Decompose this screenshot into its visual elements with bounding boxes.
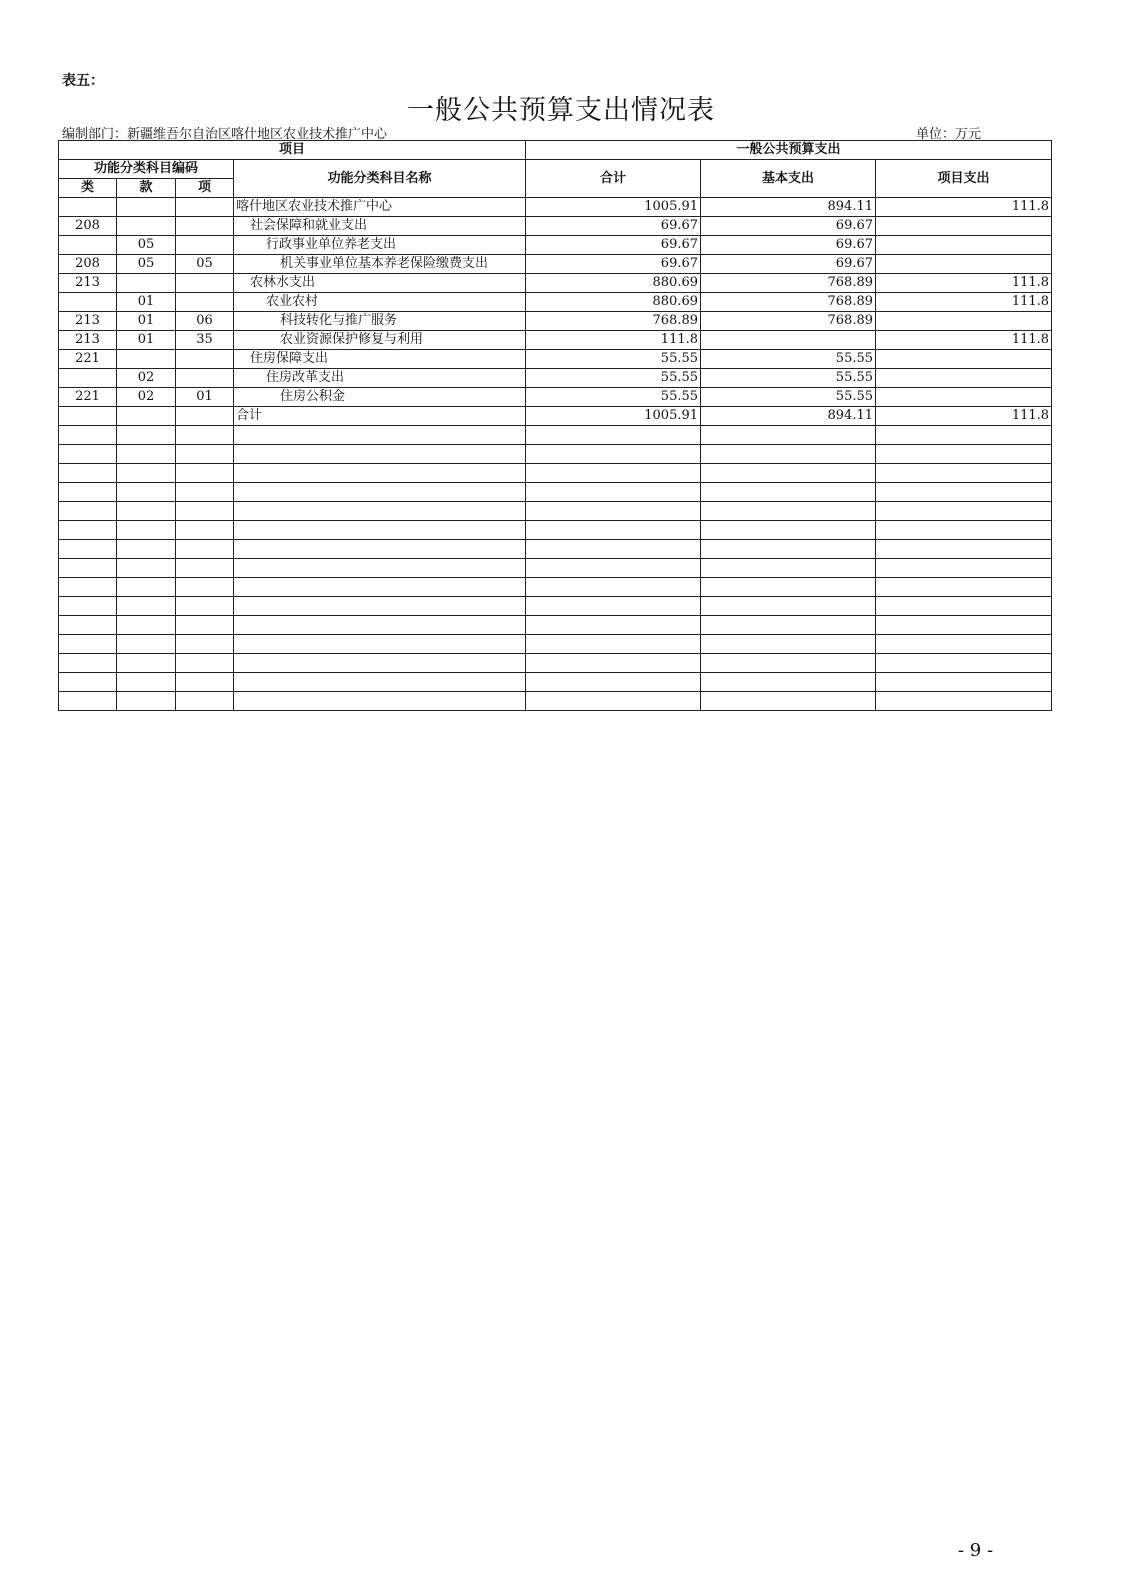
cell-project [876, 236, 1052, 255]
empty-cell [59, 597, 117, 616]
empty-cell [234, 559, 526, 578]
empty-cell [59, 635, 117, 654]
empty-cell [701, 521, 876, 540]
empty-cell [176, 673, 234, 692]
cell-total: 69.67 [526, 236, 701, 255]
header-xiang: 项 [176, 179, 234, 198]
empty-cell [701, 673, 876, 692]
cell-total: 55.55 [526, 369, 701, 388]
cell-project: 111.8 [876, 293, 1052, 312]
cell-name: 科技转化与推广服务 [234, 312, 526, 331]
table-label: 表五： [62, 73, 104, 89]
empty-cell [701, 635, 876, 654]
empty-cell [234, 635, 526, 654]
cell-xiang: 01 [176, 388, 234, 407]
cell-basic: 69.67 [701, 255, 876, 274]
empty-cell [526, 540, 701, 559]
empty-cell [876, 597, 1052, 616]
cell-lei [59, 198, 117, 217]
empty-cell [59, 464, 117, 483]
cell-basic: 768.89 [701, 312, 876, 331]
empty-cell [701, 445, 876, 464]
empty-cell [117, 578, 176, 597]
empty-cell [876, 673, 1052, 692]
cell-project [876, 217, 1052, 236]
cell-kuan [117, 350, 176, 369]
empty-cell [234, 673, 526, 692]
empty-cell [59, 445, 117, 464]
empty-cell [701, 502, 876, 521]
cell-basic: 55.55 [701, 388, 876, 407]
empty-cell [59, 654, 117, 673]
empty-cell [59, 502, 117, 521]
cell-lei [59, 293, 117, 312]
cell-project: 111.8 [876, 198, 1052, 217]
empty-cell [526, 597, 701, 616]
empty-cell [59, 578, 117, 597]
empty-cell [59, 483, 117, 502]
empty-cell [176, 692, 234, 711]
cell-basic [701, 331, 876, 350]
cell-name: 农林水支出 [234, 274, 526, 293]
cell-lei [59, 236, 117, 255]
empty-cell [526, 502, 701, 521]
cell-basic: 768.89 [701, 274, 876, 293]
empty-cell [117, 502, 176, 521]
empty-cell [176, 521, 234, 540]
empty-row [59, 540, 1052, 559]
empty-cell [876, 692, 1052, 711]
page-number: - 9 - [958, 1540, 994, 1561]
cell-project: 111.8 [876, 331, 1052, 350]
empty-cell [526, 673, 701, 692]
empty-cell [59, 673, 117, 692]
empty-cell [234, 654, 526, 673]
cell-basic: 894.11 [701, 198, 876, 217]
empty-row [59, 616, 1052, 635]
cell-kuan [117, 198, 176, 217]
empty-cell [117, 673, 176, 692]
empty-cell [526, 426, 701, 445]
cell-xiang [176, 407, 234, 426]
cell-lei: 213 [59, 331, 117, 350]
empty-cell [701, 559, 876, 578]
cell-basic: 55.55 [701, 369, 876, 388]
cell-name: 农业资源保护修复与利用 [234, 331, 526, 350]
cell-xiang [176, 350, 234, 369]
empty-cell [526, 578, 701, 597]
cell-xiang: 06 [176, 312, 234, 331]
empty-cell [701, 540, 876, 559]
empty-cell [526, 464, 701, 483]
empty-cell [701, 578, 876, 597]
empty-cell [234, 521, 526, 540]
cell-total: 111.8 [526, 331, 701, 350]
cell-lei: 208 [59, 255, 117, 274]
cell-name: 农业农村 [234, 293, 526, 312]
empty-cell [176, 578, 234, 597]
table-row [59, 293, 1052, 312]
empty-cell [876, 578, 1052, 597]
empty-row [59, 597, 1052, 616]
empty-cell [117, 597, 176, 616]
cell-total: 55.55 [526, 350, 701, 369]
cell-kuan: 01 [117, 293, 176, 312]
cell-name: 合计 [234, 407, 526, 426]
table-row [59, 217, 1052, 236]
cell-xiang [176, 198, 234, 217]
unit-label: 单位：万元 [916, 127, 982, 142]
empty-cell [876, 521, 1052, 540]
empty-row [59, 464, 1052, 483]
cell-lei: 221 [59, 388, 117, 407]
header-project: 项目 [59, 141, 526, 160]
empty-cell [59, 616, 117, 635]
empty-cell [117, 692, 176, 711]
empty-cell [526, 654, 701, 673]
empty-cell [176, 540, 234, 559]
cell-xiang [176, 274, 234, 293]
empty-cell [117, 483, 176, 502]
empty-cell [526, 635, 701, 654]
cell-lei: 208 [59, 217, 117, 236]
header-lei: 类 [59, 179, 117, 198]
table-row [59, 388, 1052, 407]
empty-cell [234, 426, 526, 445]
empty-row [59, 578, 1052, 597]
table-row [59, 331, 1052, 350]
empty-cell [876, 540, 1052, 559]
empty-cell [876, 559, 1052, 578]
empty-cell [876, 654, 1052, 673]
empty-cell [117, 635, 176, 654]
cell-xiang: 05 [176, 255, 234, 274]
cell-total: 1005.91 [526, 198, 701, 217]
cell-kuan: 05 [117, 255, 176, 274]
cell-xiang [176, 236, 234, 255]
empty-cell [176, 483, 234, 502]
empty-cell [117, 540, 176, 559]
cell-lei: 213 [59, 274, 117, 293]
cell-basic: 69.67 [701, 236, 876, 255]
cell-name: 住房公积金 [234, 388, 526, 407]
table-row [59, 236, 1052, 255]
table-body [59, 198, 1052, 711]
cell-kuan [117, 217, 176, 236]
cell-basic: 55.55 [701, 350, 876, 369]
empty-cell [234, 616, 526, 635]
empty-cell [176, 502, 234, 521]
empty-cell [59, 426, 117, 445]
cell-name: 喀什地区农业技术推广中心 [234, 198, 526, 217]
cell-project [876, 369, 1052, 388]
empty-cell [234, 483, 526, 502]
empty-cell [701, 464, 876, 483]
cell-kuan [117, 407, 176, 426]
cell-total: 880.69 [526, 293, 701, 312]
empty-cell [176, 654, 234, 673]
table-row [59, 274, 1052, 293]
cell-xiang: 35 [176, 331, 234, 350]
cell-kuan: 02 [117, 388, 176, 407]
header-total: 合计 [526, 160, 701, 198]
cell-kuan: 01 [117, 331, 176, 350]
cell-name: 机关事业单位基本养老保险缴费支出 [234, 255, 526, 274]
cell-total: 69.67 [526, 255, 701, 274]
page-title: 一般公共预算支出情况表 [407, 95, 715, 126]
empty-cell [176, 559, 234, 578]
empty-row [59, 559, 1052, 578]
cell-basic: 69.67 [701, 217, 876, 236]
empty-row [59, 673, 1052, 692]
empty-cell [59, 692, 117, 711]
empty-cell [234, 597, 526, 616]
empty-row [59, 635, 1052, 654]
empty-cell [526, 559, 701, 578]
empty-cell [234, 502, 526, 521]
cell-xiang [176, 369, 234, 388]
cell-total: 69.67 [526, 217, 701, 236]
header-name: 功能分类科目名称 [234, 160, 526, 198]
empty-row [59, 445, 1052, 464]
header-project-expense: 项目支出 [876, 160, 1052, 198]
cell-total: 55.55 [526, 388, 701, 407]
empty-cell [59, 540, 117, 559]
cell-name: 行政事业单位养老支出 [234, 236, 526, 255]
empty-cell [176, 616, 234, 635]
table-row [59, 312, 1052, 331]
cell-project [876, 388, 1052, 407]
table-row [59, 255, 1052, 274]
empty-cell [117, 426, 176, 445]
cell-lei: 213 [59, 312, 117, 331]
empty-cell [117, 616, 176, 635]
empty-cell [876, 426, 1052, 445]
header-basic: 基本支出 [701, 160, 876, 198]
header-budget-group: 一般公共预算支出 [526, 141, 1052, 160]
empty-cell [117, 445, 176, 464]
empty-row [59, 654, 1052, 673]
empty-cell [526, 692, 701, 711]
cell-lei: 221 [59, 350, 117, 369]
empty-cell [176, 445, 234, 464]
empty-cell [701, 654, 876, 673]
empty-cell [526, 483, 701, 502]
empty-cell [876, 483, 1052, 502]
department-label: 编制部门：新疆维吾尔自治区喀什地区农业技术推广中心 [62, 127, 388, 142]
empty-cell [234, 464, 526, 483]
header-code-group: 功能分类科目编码 [59, 160, 234, 179]
empty-cell [701, 692, 876, 711]
empty-cell [701, 616, 876, 635]
cell-total: 880.69 [526, 274, 701, 293]
cell-lei [59, 369, 117, 388]
empty-cell [117, 654, 176, 673]
empty-cell [701, 597, 876, 616]
empty-cell [526, 616, 701, 635]
empty-cell [234, 578, 526, 597]
table-row [59, 407, 1052, 426]
cell-basic: 768.89 [701, 293, 876, 312]
header-kuan: 款 [117, 179, 176, 198]
cell-project: 111.8 [876, 407, 1052, 426]
empty-row [59, 692, 1052, 711]
table-row [59, 369, 1052, 388]
table-row [59, 350, 1052, 369]
empty-cell [876, 502, 1052, 521]
empty-row [59, 483, 1052, 502]
cell-total: 768.89 [526, 312, 701, 331]
empty-cell [876, 635, 1052, 654]
cell-project [876, 255, 1052, 274]
cell-project: 111.8 [876, 274, 1052, 293]
empty-row [59, 521, 1052, 540]
empty-row [59, 502, 1052, 521]
empty-cell [701, 426, 876, 445]
empty-cell [117, 464, 176, 483]
empty-row [59, 426, 1052, 445]
cell-kuan: 02 [117, 369, 176, 388]
empty-cell [526, 521, 701, 540]
empty-cell [876, 464, 1052, 483]
empty-cell [234, 445, 526, 464]
cell-basic: 894.11 [701, 407, 876, 426]
cell-kuan: 01 [117, 312, 176, 331]
budget-table [58, 140, 1052, 711]
empty-cell [176, 635, 234, 654]
cell-total: 1005.91 [526, 407, 701, 426]
table-row [59, 198, 1052, 217]
empty-cell [876, 616, 1052, 635]
empty-cell [876, 445, 1052, 464]
empty-cell [234, 692, 526, 711]
empty-cell [117, 521, 176, 540]
cell-xiang [176, 293, 234, 312]
empty-cell [526, 445, 701, 464]
empty-cell [176, 464, 234, 483]
cell-kuan [117, 274, 176, 293]
cell-project [876, 312, 1052, 331]
cell-name: 社会保障和就业支出 [234, 217, 526, 236]
empty-cell [701, 483, 876, 502]
empty-cell [176, 597, 234, 616]
cell-project [876, 350, 1052, 369]
cell-kuan: 05 [117, 236, 176, 255]
cell-xiang [176, 217, 234, 236]
empty-cell [176, 426, 234, 445]
empty-cell [59, 559, 117, 578]
empty-cell [59, 521, 117, 540]
cell-lei [59, 407, 117, 426]
empty-cell [117, 559, 176, 578]
cell-name: 住房保障支出 [234, 350, 526, 369]
cell-name: 住房改革支出 [234, 369, 526, 388]
empty-cell [234, 540, 526, 559]
